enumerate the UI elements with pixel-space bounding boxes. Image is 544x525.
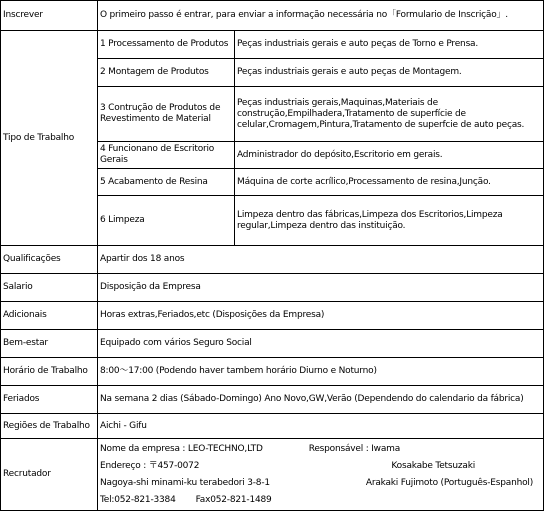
tipo-item-name: 3 Contrução de Produtos de Revestimento de Material (98, 87, 235, 142)
recrutador-line-tel (100, 492, 543, 509)
recrutador-line-endereco (100, 458, 543, 475)
value-inscrever: O primeiro passo é entrar, para enviar a informação necessária no「Formulario de Inscrição」. (98, 1, 544, 31)
contato2-text: Arakaki Fujimoto (Português-Espanhol) (365, 477, 534, 488)
tipo-item-desc: Peças industriais gerais,Maquinas,Materiais de construção,Empilhadera,Tratamento de superfície de celular,Cromagem,Pintura,Tratamento de superfcie de auto peças. (235, 87, 544, 142)
cidade-text: Nagoya-shi minami-ku terabedori 3-8-1 (100, 477, 270, 488)
row-adicionais (1, 302, 544, 330)
recrutador-line-cidade (100, 475, 543, 492)
value-bem-estar: Equipado com vários Seguro Social (98, 330, 544, 358)
label-qualificacoes: Qualificações (1, 246, 98, 274)
tipo-item-desc: Máquina de corte acrílico,Processamento de resina,Junção. (235, 169, 544, 196)
value-feriados: Na semana 2 dias (Sábado-Domingo) Ano Novo,GW,Verão (Dependendo do calendario da fábrica) (98, 386, 544, 414)
tipo-item-name: 5 Acabamento de Resina (98, 169, 235, 196)
label-regioes: Regiões de Trabalho (1, 414, 98, 439)
tipo-item-desc: Administrador do depósito,Escritorio em gerais. (235, 142, 544, 169)
tipo-item-name: 1 Processamento de Produtos (98, 31, 235, 59)
value-salario: Disposição da Empresa (98, 274, 544, 302)
label-bem-estar: Bem-estar (1, 330, 98, 358)
recrutador-line-empresa (100, 441, 543, 458)
label-adicionais: Adicionais (1, 302, 98, 330)
row-tipo-1 (1, 31, 544, 59)
tipo-item-name: 2 Montagem de Produtos (98, 59, 235, 87)
row-bem-estar (1, 330, 544, 358)
row-salario (1, 274, 544, 302)
label-tipo-trabalho: Tipo de Trabalho (1, 31, 98, 246)
tel-text: Tel:052-821-3384 (100, 494, 176, 505)
label-recrutador: Recrutador (1, 439, 98, 511)
value-horario: 8:00～17:00 (Podendo haver tambem horário Diurno e Noturno) (98, 358, 544, 386)
endereco-text: Endereço : 〒457-0072 (100, 460, 200, 471)
row-recrutador (1, 439, 544, 511)
tipo-item-desc: Limpeza dentro das fábricas,Limpeza dos Escritorios,Limpeza regular,Limpeza dentro das instituição. (235, 196, 544, 246)
row-inscrever (1, 1, 544, 31)
value-adicionais: Horas extras,Feriados,etc (Disposições da Empresa) (98, 302, 544, 330)
tipo-item-desc: Peças industriais gerais e auto peças de Montagem. (235, 59, 544, 87)
label-inscrever: Inscrever (1, 1, 98, 31)
value-recrutador (98, 439, 544, 511)
row-regioes (1, 414, 544, 439)
contato1-text: Kosakabe Tetsuzaki (391, 460, 476, 471)
row-feriados (1, 386, 544, 414)
label-salario: Salario (1, 274, 98, 302)
responsavel-text: Responsável : Iwama (308, 443, 401, 454)
label-horario: Horário de Trabalho (1, 358, 98, 386)
tipo-item-name: 4 Funcionano de Escritorio Gerais (98, 142, 235, 169)
row-qualificacoes (1, 246, 544, 274)
fax-text: Fax052-821-1489 (195, 494, 272, 505)
tipo-item-name: 6 Limpeza (98, 196, 235, 246)
value-qualificacoes: Apartir dos 18 anos (98, 246, 544, 274)
value-regioes: Aichi - Gifu (98, 414, 544, 439)
label-feriados: Feriados (1, 386, 98, 414)
row-horario (1, 358, 544, 386)
empresa-text: Nome da empresa : LEO-TECHNO,LTD (100, 443, 263, 454)
tipo-item-desc: Peças industriais gerais e auto peças de Torno e Prensa. (235, 31, 544, 59)
